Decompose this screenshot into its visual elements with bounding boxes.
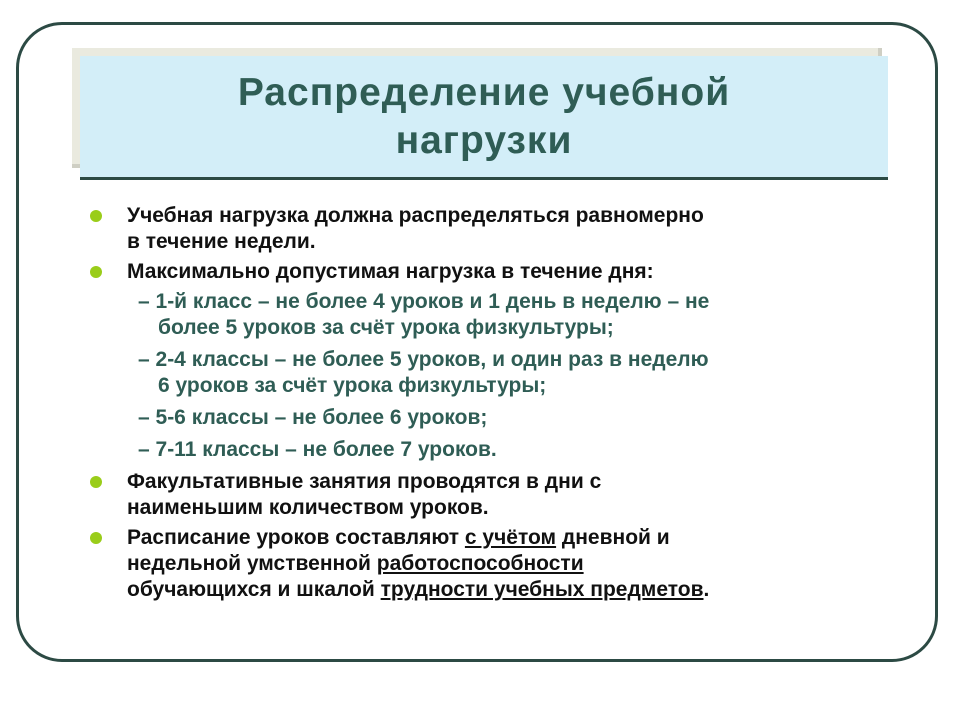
list-item xyxy=(90,259,890,285)
sub-list-item xyxy=(90,289,890,341)
item-text: Учебная нагрузка должна распределяться равномерно xyxy=(127,204,704,227)
item-text: более 5 уроков за счёт урока физкультуры; xyxy=(158,316,614,339)
text-span: недельной умственной xyxy=(127,552,377,575)
item-text: – 1-й класс – не более 4 уроков и 1 день в неделю – не xyxy=(138,290,710,313)
slide-title xyxy=(80,56,888,180)
title-line-2: нагрузки xyxy=(395,118,573,162)
item-text: Факультативные занятия проводятся в дни с xyxy=(127,470,602,493)
text-span: . xyxy=(703,578,710,601)
text-span: дневной и xyxy=(556,526,670,549)
item-text: 6 уроков за счёт урока физкультуры; xyxy=(158,374,547,397)
item-text: – 7-11 классы – не более 7 уроков. xyxy=(138,438,497,461)
item-text: Максимально допустимая нагрузка в течение дня: xyxy=(127,260,654,283)
item-text-line xyxy=(127,577,890,603)
item-text: – 2-4 классы – не более 5 уроков, и один раз в неделю xyxy=(138,348,709,371)
bullet-dot xyxy=(90,532,102,544)
text-span: Расписание уроков составляют xyxy=(127,526,465,549)
sub-list-item xyxy=(90,437,890,463)
item-text: наименьшим количеством уроков. xyxy=(127,496,489,519)
underlined-text: работоспособности xyxy=(376,552,584,575)
title-line-1: Распределение учебной xyxy=(237,70,731,114)
item-text-line xyxy=(127,551,890,577)
sub-list-item xyxy=(90,405,890,431)
item-text-line xyxy=(127,525,890,551)
item-text: в течение недели. xyxy=(127,230,316,253)
bullet-list xyxy=(90,203,890,607)
text-span: обучающихся и шкалой xyxy=(127,578,381,601)
bullet-dot xyxy=(90,266,102,278)
list-item xyxy=(90,469,890,521)
underlined-text: с учётом xyxy=(464,526,557,549)
sub-list-item xyxy=(90,347,890,399)
bullet-dot xyxy=(90,476,102,488)
item-text: – 5-6 классы – не более 6 уроков; xyxy=(138,406,488,429)
underlined-text: трудности учебных предметов xyxy=(380,578,704,601)
list-item xyxy=(90,525,890,603)
list-item xyxy=(90,203,890,255)
bullet-dot xyxy=(90,210,102,222)
